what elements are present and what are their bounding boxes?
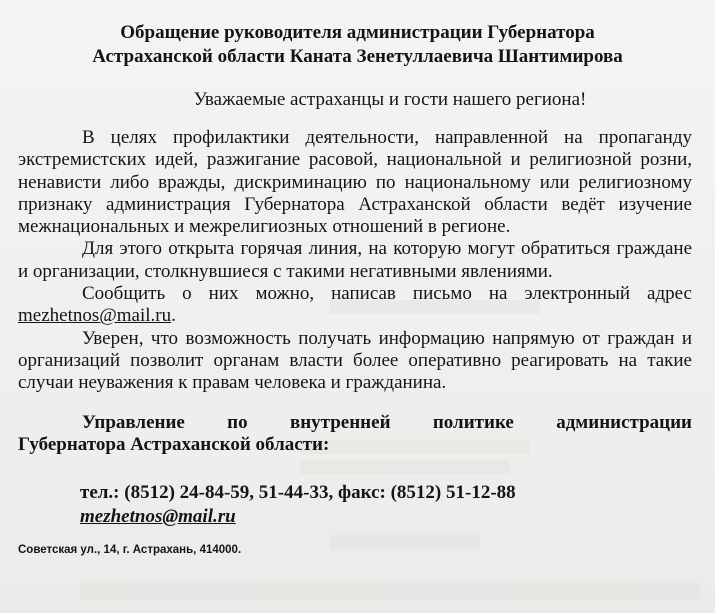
paragraph-4: Уверен, что возможность получать информацию напрямую от граждан и организаций позволит органам власти более оперативно реагировать на такие случаи неуважения к правам человека и гражданина. [18, 327, 692, 394]
paragraph-3 [18, 283, 692, 328]
department-line-1: Управление по внутренней политике администрации [82, 412, 692, 433]
postal-address: Советская ул., 14, г. Астрахань, 414000. [18, 544, 242, 556]
paragraph-2: Для этого открыта горячая линия, на которую могут обратиться граждане и организации, столкнувшиеся с такими негативными явлениями. [18, 238, 692, 282]
bleed-through-shadow [330, 535, 480, 549]
title-line-2: Астраханской области Каната Зенетуллаевича Шантимирова [92, 46, 623, 67]
title-line-1: Обращение руководителя администрации Губернатора [120, 22, 595, 43]
greeting: Уважаемые астраханцы и гости нашего региона! [193, 89, 587, 110]
contacts-block [80, 481, 516, 529]
letter-body [18, 127, 692, 395]
paragraph-3-end: . [171, 305, 176, 327]
phone-line: тел.: (8512) 24-84-59, 51-44-33, факс: (8512) 51-12-88 [80, 482, 516, 503]
document-title [0, 21, 715, 69]
paragraph-1: В целях профилактики деятельности, направленной на пропаганду экстремистских идей, разжигание расовой, национальной и религиозной розни, ненависти либо вражды, дискриминацию по национальному или религиозному признаку администрация Губернатора Астраханской области ведёт изучение межнациональных и межрелигиозных отношений в регионе. [18, 127, 692, 238]
department-line-2: Губернатора Астраханской области: [18, 434, 330, 456]
paragraph-3-text: Сообщить о них можно, написав письмо на электронный адрес [82, 283, 692, 305]
email-link[interactable]: mezhetnos@mail.ru [18, 305, 172, 327]
department-signature [18, 412, 692, 457]
bleed-through-shadow [80, 583, 700, 599]
bleed-through-shadow [300, 460, 510, 474]
contact-email-link[interactable]: mezhetnos@mail.ru [80, 506, 236, 527]
